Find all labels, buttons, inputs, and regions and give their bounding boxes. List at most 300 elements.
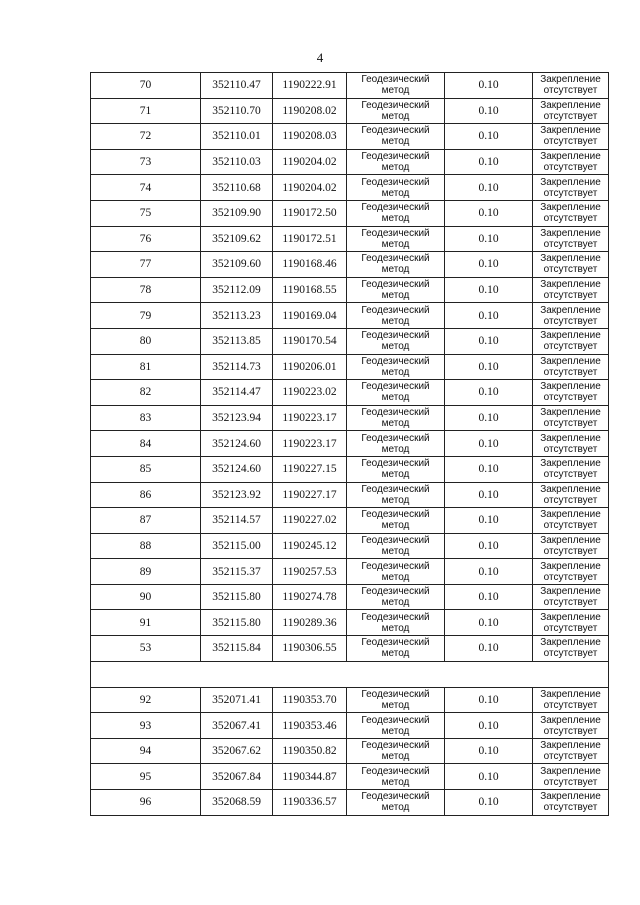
- method-cell: [347, 456, 445, 482]
- fixation-line-1: Закрепление: [540, 74, 601, 86]
- fixation-line-2: отсутствует: [543, 622, 598, 634]
- method-line-2: метод: [381, 520, 410, 532]
- fixation-cell: [533, 252, 609, 278]
- fixation-cell: [533, 738, 609, 764]
- y-coordinate-cell: 1190168.46: [273, 252, 347, 278]
- method-line-2: метод: [381, 341, 410, 353]
- fixation-line-1: Закрепление: [540, 586, 601, 598]
- fixation-line-1: Закрепление: [540, 534, 601, 546]
- y-coordinate-cell: 1190336.57: [273, 790, 347, 816]
- x-coordinate-cell: 352114.47: [201, 380, 273, 406]
- method-line-1: Геодезический: [361, 202, 430, 214]
- method-cell: [347, 98, 445, 124]
- x-coordinate-cell: 352112.09: [201, 277, 273, 303]
- fixation-cell: [533, 431, 609, 457]
- fixation-line-2: отсутствует: [543, 802, 598, 814]
- fixation-line-1: Закрепление: [540, 611, 601, 623]
- method-cell: [347, 124, 445, 150]
- fixation-line-2: отсутствует: [543, 392, 598, 404]
- table-row: [91, 610, 609, 636]
- y-coordinate-cell: 1190350.82: [273, 738, 347, 764]
- method-cell: [347, 431, 445, 457]
- fixation-cell: [533, 354, 609, 380]
- x-coordinate-cell: 352115.00: [201, 533, 273, 559]
- y-coordinate-cell: 1190168.55: [273, 277, 347, 303]
- fixation-cell: [533, 149, 609, 175]
- fixation-line-1: Закрепление: [540, 279, 601, 291]
- method-line-2: метод: [381, 392, 410, 404]
- method-line-1: Геодезический: [361, 355, 430, 367]
- x-coordinate-cell: 352110.01: [201, 124, 273, 150]
- y-coordinate-cell: 1190227.17: [273, 482, 347, 508]
- accuracy-cell: 0.10: [445, 303, 533, 329]
- accuracy-cell: 0.10: [445, 533, 533, 559]
- fixation-line-1: Закрепление: [540, 688, 601, 700]
- fixation-line-2: отсутствует: [543, 213, 598, 225]
- method-line-1: Геодезический: [361, 483, 430, 495]
- x-coordinate-cell: 352110.03: [201, 149, 273, 175]
- separator-row: [91, 661, 609, 687]
- y-coordinate-cell: 1190344.87: [273, 764, 347, 790]
- method-line-2: метод: [381, 802, 410, 814]
- method-cell: [347, 175, 445, 201]
- method-cell: [347, 73, 445, 99]
- fixation-line-2: отсутствует: [543, 366, 598, 378]
- method-line-1: Геодезический: [361, 253, 430, 265]
- point-number-cell: 79: [91, 303, 201, 329]
- fixation-cell: [533, 73, 609, 99]
- point-number-cell: 93: [91, 713, 201, 739]
- method-line-2: метод: [381, 597, 410, 609]
- point-number-cell: 70: [91, 73, 201, 99]
- table-row: [91, 328, 609, 354]
- y-coordinate-cell: 1190206.01: [273, 354, 347, 380]
- table-row: [91, 687, 609, 713]
- method-line-1: Геодезический: [361, 330, 430, 342]
- method-cell: [347, 533, 445, 559]
- method-cell: [347, 303, 445, 329]
- accuracy-cell: 0.10: [445, 405, 533, 431]
- method-cell: [347, 200, 445, 226]
- fixation-line-1: Закрепление: [540, 407, 601, 419]
- fixation-line-1: Закрепление: [540, 637, 601, 649]
- fixation-line-2: отсутствует: [543, 725, 598, 737]
- table-row: [91, 354, 609, 380]
- method-line-2: метод: [381, 622, 410, 634]
- y-coordinate-cell: 1190204.02: [273, 175, 347, 201]
- accuracy-cell: 0.10: [445, 226, 533, 252]
- fixation-line-1: Закрепление: [540, 714, 601, 726]
- fixation-cell: [533, 200, 609, 226]
- method-line-1: Геодезический: [361, 611, 430, 623]
- point-number-cell: 92: [91, 687, 201, 713]
- method-cell: [347, 636, 445, 662]
- table-row: [91, 584, 609, 610]
- point-number-cell: 86: [91, 482, 201, 508]
- fixation-line-2: отсутствует: [543, 290, 598, 302]
- method-line-2: метод: [381, 162, 410, 174]
- method-line-1: Геодезический: [361, 740, 430, 752]
- fixation-cell: [533, 508, 609, 534]
- fixation-line-1: Закрепление: [540, 176, 601, 188]
- fixation-line-1: Закрепление: [540, 151, 601, 163]
- point-number-cell: 74: [91, 175, 201, 201]
- x-coordinate-cell: 352110.68: [201, 175, 273, 201]
- fixation-cell: [533, 405, 609, 431]
- fixation-line-2: отсутствует: [543, 85, 598, 97]
- page-number: 4: [316, 50, 324, 65]
- point-number-cell: 90: [91, 584, 201, 610]
- coordinates-table: [90, 72, 609, 816]
- y-coordinate-cell: 1190223.17: [273, 405, 347, 431]
- method-line-1: Геодезический: [361, 74, 430, 86]
- method-line-2: метод: [381, 494, 410, 506]
- point-number-cell: 76: [91, 226, 201, 252]
- x-coordinate-cell: 352110.70: [201, 98, 273, 124]
- method-line-2: метод: [381, 418, 410, 430]
- method-line-1: Геодезический: [361, 637, 430, 649]
- accuracy-cell: 0.10: [445, 636, 533, 662]
- method-line-1: Геодезический: [361, 381, 430, 393]
- fixation-cell: [533, 584, 609, 610]
- point-number-cell: 95: [91, 764, 201, 790]
- method-line-1: Геодезический: [361, 688, 430, 700]
- fixation-line-2: отсутствует: [543, 469, 598, 481]
- method-line-2: метод: [381, 315, 410, 327]
- fixation-line-2: отсутствует: [543, 751, 598, 763]
- accuracy-cell: 0.10: [445, 431, 533, 457]
- table-row: [91, 713, 609, 739]
- fixation-line-2: отсутствует: [543, 545, 598, 557]
- y-coordinate-cell: 1190306.55: [273, 636, 347, 662]
- x-coordinate-cell: 352114.57: [201, 508, 273, 534]
- method-line-2: метод: [381, 699, 410, 711]
- fixation-line-1: Закрепление: [540, 765, 601, 777]
- table-row: [91, 252, 609, 278]
- table-row: [91, 431, 609, 457]
- fixation-line-2: отсутствует: [543, 315, 598, 327]
- table-row: [91, 533, 609, 559]
- y-coordinate-cell: 1190227.02: [273, 508, 347, 534]
- x-coordinate-cell: 352115.37: [201, 559, 273, 585]
- y-coordinate-cell: 1190223.02: [273, 380, 347, 406]
- method-cell: [347, 405, 445, 431]
- accuracy-cell: 0.10: [445, 277, 533, 303]
- x-coordinate-cell: 352115.80: [201, 584, 273, 610]
- fixation-line-1: Закрепление: [540, 509, 601, 521]
- x-coordinate-cell: 352067.84: [201, 764, 273, 790]
- point-number-cell: 84: [91, 431, 201, 457]
- method-line-2: метод: [381, 264, 410, 276]
- x-coordinate-cell: 352071.41: [201, 687, 273, 713]
- point-number-cell: 87: [91, 508, 201, 534]
- method-cell: [347, 354, 445, 380]
- y-coordinate-cell: 1190223.17: [273, 431, 347, 457]
- method-line-1: Геодезический: [361, 560, 430, 572]
- method-cell: [347, 584, 445, 610]
- point-number-cell: 53: [91, 636, 201, 662]
- table-row: [91, 277, 609, 303]
- method-cell: [347, 713, 445, 739]
- table-row: [91, 738, 609, 764]
- method-cell: [347, 277, 445, 303]
- fixation-line-1: Закрепление: [540, 381, 601, 393]
- method-line-1: Геодезический: [361, 791, 430, 803]
- x-coordinate-cell: 352113.85: [201, 328, 273, 354]
- fixation-line-1: Закрепление: [540, 99, 601, 111]
- fixation-line-1: Закрепление: [540, 355, 601, 367]
- fixation-cell: [533, 380, 609, 406]
- accuracy-cell: 0.10: [445, 610, 533, 636]
- fixation-line-2: отсутствует: [543, 341, 598, 353]
- method-cell: [347, 610, 445, 636]
- point-number-cell: 83: [91, 405, 201, 431]
- fixation-line-2: отсутствует: [543, 443, 598, 455]
- method-line-2: метод: [381, 469, 410, 481]
- fixation-cell: [533, 328, 609, 354]
- accuracy-cell: 0.10: [445, 200, 533, 226]
- table-row: [91, 303, 609, 329]
- method-line-1: Геодезический: [361, 534, 430, 546]
- method-cell: [347, 687, 445, 713]
- point-number-cell: 73: [91, 149, 201, 175]
- x-coordinate-cell: 352124.60: [201, 431, 273, 457]
- method-line-2: метод: [381, 751, 410, 763]
- point-number-cell: 81: [91, 354, 201, 380]
- method-cell: [347, 559, 445, 585]
- rows-after-gap: [91, 687, 609, 815]
- point-number-cell: 78: [91, 277, 201, 303]
- method-line-1: Геодезический: [361, 176, 430, 188]
- method-line-1: Геодезический: [361, 509, 430, 521]
- point-number-cell: 85: [91, 456, 201, 482]
- accuracy-cell: 0.10: [445, 559, 533, 585]
- point-number-cell: 72: [91, 124, 201, 150]
- table-row: [91, 764, 609, 790]
- fixation-line-2: отсутствует: [543, 597, 598, 609]
- y-coordinate-cell: 1190208.02: [273, 98, 347, 124]
- method-line-2: метод: [381, 776, 410, 788]
- fixation-cell: [533, 687, 609, 713]
- y-coordinate-cell: 1190222.91: [273, 73, 347, 99]
- fixation-line-2: отсутствует: [543, 162, 598, 174]
- table-row: [91, 508, 609, 534]
- x-coordinate-cell: 352115.80: [201, 610, 273, 636]
- separator-cell: [91, 661, 609, 687]
- point-number-cell: 91: [91, 610, 201, 636]
- y-coordinate-cell: 1190274.78: [273, 584, 347, 610]
- fixation-cell: [533, 610, 609, 636]
- method-line-2: метод: [381, 571, 410, 583]
- fixation-line-1: Закрепление: [540, 227, 601, 239]
- accuracy-cell: 0.10: [445, 482, 533, 508]
- fixation-cell: [533, 124, 609, 150]
- fixation-line-2: отсутствует: [543, 776, 598, 788]
- table-row: [91, 98, 609, 124]
- x-coordinate-cell: 352109.90: [201, 200, 273, 226]
- method-line-2: метод: [381, 290, 410, 302]
- fixation-line-2: отсутствует: [543, 264, 598, 276]
- accuracy-cell: 0.10: [445, 764, 533, 790]
- table-row: [91, 226, 609, 252]
- method-cell: [347, 226, 445, 252]
- fixation-cell: [533, 482, 609, 508]
- method-line-1: Геодезический: [361, 304, 430, 316]
- method-cell: [347, 482, 445, 508]
- accuracy-cell: 0.10: [445, 328, 533, 354]
- x-coordinate-cell: 352113.23: [201, 303, 273, 329]
- fixation-line-2: отсутствует: [543, 110, 598, 122]
- y-coordinate-cell: 1190169.04: [273, 303, 347, 329]
- fixation-cell: [533, 226, 609, 252]
- method-line-2: метод: [381, 545, 410, 557]
- point-number-cell: 77: [91, 252, 201, 278]
- fixation-line-2: отсутствует: [543, 238, 598, 250]
- method-line-1: Геодезический: [361, 765, 430, 777]
- method-cell: [347, 252, 445, 278]
- point-number-cell: 94: [91, 738, 201, 764]
- method-cell: [347, 738, 445, 764]
- method-cell: [347, 790, 445, 816]
- accuracy-cell: 0.10: [445, 124, 533, 150]
- fixation-line-1: Закрепление: [540, 432, 601, 444]
- accuracy-cell: 0.10: [445, 98, 533, 124]
- point-number-cell: 82: [91, 380, 201, 406]
- table-row: [91, 405, 609, 431]
- fixation-cell: [533, 277, 609, 303]
- method-line-2: метод: [381, 725, 410, 737]
- fixation-cell: [533, 790, 609, 816]
- x-coordinate-cell: 352114.73: [201, 354, 273, 380]
- point-number-cell: 96: [91, 790, 201, 816]
- x-coordinate-cell: 352109.62: [201, 226, 273, 252]
- y-coordinate-cell: 1190353.46: [273, 713, 347, 739]
- fixation-line-2: отсутствует: [543, 187, 598, 199]
- accuracy-cell: 0.10: [445, 73, 533, 99]
- method-cell: [347, 508, 445, 534]
- accuracy-cell: 0.10: [445, 354, 533, 380]
- fixation-line-1: Закрепление: [540, 483, 601, 495]
- y-coordinate-cell: 1190227.15: [273, 456, 347, 482]
- y-coordinate-cell: 1190245.12: [273, 533, 347, 559]
- accuracy-cell: 0.10: [445, 456, 533, 482]
- fixation-line-2: отсутствует: [543, 571, 598, 583]
- fixation-line-1: Закрепление: [540, 202, 601, 214]
- table-row: [91, 559, 609, 585]
- method-line-1: Геодезический: [361, 227, 430, 239]
- method-line-1: Геодезический: [361, 125, 430, 137]
- table-row: [91, 790, 609, 816]
- fixation-cell: [533, 456, 609, 482]
- fixation-cell: [533, 559, 609, 585]
- y-coordinate-cell: 1190172.50: [273, 200, 347, 226]
- fixation-cell: [533, 303, 609, 329]
- accuracy-cell: 0.10: [445, 738, 533, 764]
- method-line-1: Геодезический: [361, 714, 430, 726]
- fixation-line-2: отсутствует: [543, 136, 598, 148]
- y-coordinate-cell: 1190353.70: [273, 687, 347, 713]
- method-line-1: Геодезический: [361, 458, 430, 470]
- x-coordinate-cell: 352123.92: [201, 482, 273, 508]
- accuracy-cell: 0.10: [445, 175, 533, 201]
- fixation-cell: [533, 175, 609, 201]
- method-line-2: метод: [381, 366, 410, 378]
- method-line-2: метод: [381, 85, 410, 97]
- method-line-2: метод: [381, 238, 410, 250]
- rows-before-gap: [91, 73, 609, 662]
- table-row: [91, 124, 609, 150]
- y-coordinate-cell: 1190172.51: [273, 226, 347, 252]
- method-cell: [347, 149, 445, 175]
- fixation-cell: [533, 764, 609, 790]
- fixation-cell: [533, 636, 609, 662]
- fixation-line-1: Закрепление: [540, 253, 601, 265]
- point-number-cell: 75: [91, 200, 201, 226]
- x-coordinate-cell: 352124.60: [201, 456, 273, 482]
- method-cell: [347, 328, 445, 354]
- table-row: [91, 175, 609, 201]
- accuracy-cell: 0.10: [445, 149, 533, 175]
- fixation-cell: [533, 533, 609, 559]
- accuracy-cell: 0.10: [445, 380, 533, 406]
- method-line-2: метод: [381, 136, 410, 148]
- y-coordinate-cell: 1190204.02: [273, 149, 347, 175]
- method-line-1: Геодезический: [361, 99, 430, 111]
- method-line-1: Геодезический: [361, 586, 430, 598]
- y-coordinate-cell: 1190257.53: [273, 559, 347, 585]
- x-coordinate-cell: 352067.41: [201, 713, 273, 739]
- table-row: [91, 200, 609, 226]
- table-row: [91, 636, 609, 662]
- method-line-1: Геодезический: [361, 432, 430, 444]
- x-coordinate-cell: 352115.84: [201, 636, 273, 662]
- fixation-cell: [533, 98, 609, 124]
- x-coordinate-cell: 352110.47: [201, 73, 273, 99]
- x-coordinate-cell: 352109.60: [201, 252, 273, 278]
- point-number-cell: 80: [91, 328, 201, 354]
- method-line-1: Геодезический: [361, 151, 430, 163]
- accuracy-cell: 0.10: [445, 584, 533, 610]
- fixation-line-2: отсутствует: [543, 699, 598, 711]
- method-line-2: метод: [381, 187, 410, 199]
- fixation-line-1: Закрепление: [540, 740, 601, 752]
- fixation-line-1: Закрепление: [540, 330, 601, 342]
- accuracy-cell: 0.10: [445, 790, 533, 816]
- fixation-line-1: Закрепление: [540, 125, 601, 137]
- point-number-cell: 88: [91, 533, 201, 559]
- accuracy-cell: 0.10: [445, 252, 533, 278]
- table-row: [91, 482, 609, 508]
- y-coordinate-cell: 1190170.54: [273, 328, 347, 354]
- fixation-cell: [533, 713, 609, 739]
- y-coordinate-cell: 1190208.03: [273, 124, 347, 150]
- method-line-2: метод: [381, 648, 410, 660]
- method-line-2: метод: [381, 110, 410, 122]
- point-number-cell: 89: [91, 559, 201, 585]
- method-line-2: метод: [381, 443, 410, 455]
- accuracy-cell: 0.10: [445, 713, 533, 739]
- fixation-line-2: отсутствует: [543, 648, 598, 660]
- fixation-line-2: отсутствует: [543, 520, 598, 532]
- table-row: [91, 380, 609, 406]
- x-coordinate-cell: 352067.62: [201, 738, 273, 764]
- fixation-line-1: Закрепление: [540, 791, 601, 803]
- table-row: [91, 149, 609, 175]
- method-cell: [347, 764, 445, 790]
- x-coordinate-cell: 352123.94: [201, 405, 273, 431]
- method-line-1: Геодезический: [361, 407, 430, 419]
- fixation-line-1: Закрепление: [540, 304, 601, 316]
